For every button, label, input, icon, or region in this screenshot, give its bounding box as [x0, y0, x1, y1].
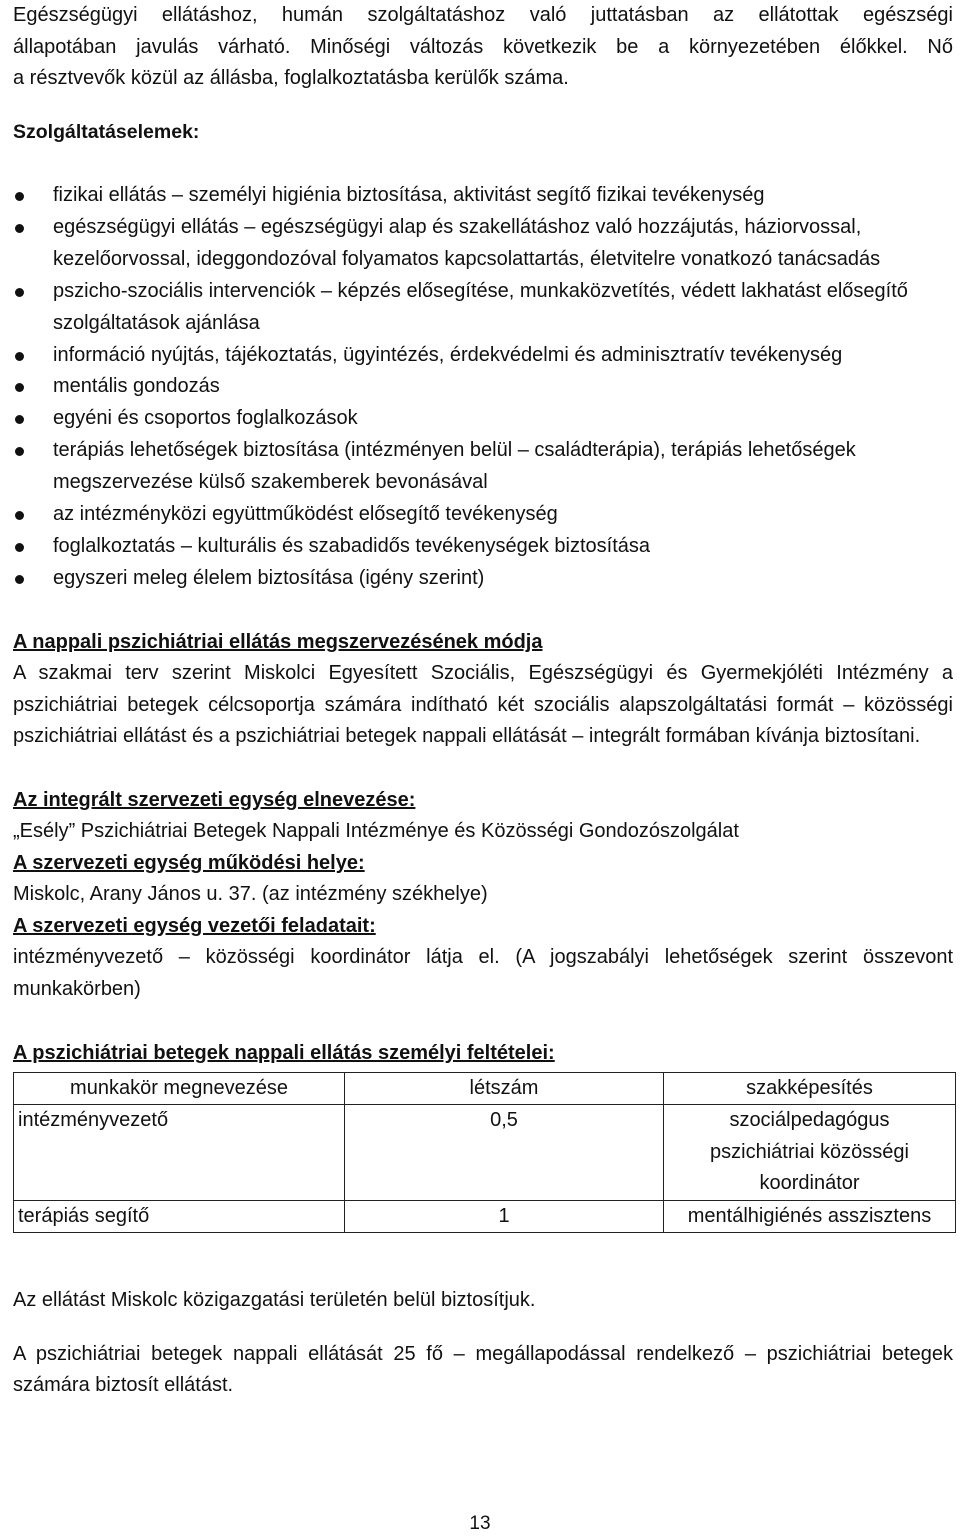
table-row — [14, 1105, 956, 1201]
table-cell-role: intézményvezető — [14, 1105, 345, 1201]
list-item — [13, 435, 953, 499]
services-list — [13, 180, 953, 595]
list-item-text: információ nyújtás, tájékoztatás, ügyintézés, érdekvédelmi és adminisztratív tevékenység — [53, 343, 843, 366]
organization-title: A nappali pszichiátriai ellátás megszervezésének módja — [13, 630, 543, 653]
bullet-icon — [15, 192, 24, 201]
intro-line: Egészségügyi ellátáshoz, humán szolgáltatáshoz való juttatásban az ellátottak egészségi — [13, 4, 953, 26]
list-item — [13, 403, 953, 435]
list-item — [13, 499, 953, 531]
table-row — [14, 1200, 956, 1233]
table-cell-count: 0,5 — [345, 1105, 664, 1201]
table-header-cell: létszám — [345, 1072, 664, 1105]
document-page — [13, 0, 953, 1402]
list-item-text: pszicho-szociális intervenciók – képzés elősegítése, munkaközvetítés, védett lakhatást elősegítő szolgáltatások ajánlása — [53, 279, 908, 334]
list-item-text: foglalkoztatás – kulturális és szabadidős tevékenységek biztosítása — [53, 534, 651, 557]
closing-capacity: A pszichiátriai betegek nappali ellátását 25 fő – megállapodással rendelkező – pszichiátriai betegek számára biztosít ellátást. — [13, 1342, 953, 1397]
unit-location-title: A szervezeti egység működési helye: — [13, 851, 365, 874]
bullet-icon — [15, 352, 24, 361]
intro-line: állapotában javulás várható. Minőségi változás következik be a környezetében élőkkel. Nő — [13, 35, 953, 58]
services-heading: Szolgáltatáselemek: — [13, 120, 200, 143]
table-cell-qualification — [664, 1200, 956, 1233]
table-header-row — [14, 1072, 956, 1105]
list-item — [13, 371, 953, 403]
unit-location: Miskolc, Arany János u. 37. (az intézmény székhelye) — [13, 883, 488, 906]
unit-leader-title: A szervezeti egység vezetői feladatait: — [13, 914, 376, 937]
page-number: 13 — [469, 1513, 491, 1534]
qualification-line: szociálpedagógus — [729, 1109, 890, 1132]
bullet-icon — [15, 543, 24, 552]
table-header-cell: szakképesítés — [664, 1072, 956, 1105]
table-cell-count: 1 — [345, 1200, 664, 1233]
qualification-line: koordinátor — [759, 1172, 860, 1195]
unit-name: „Esély” Pszichiátriai Betegek Nappali Intézménye és Közösségi Gondozószolgálat — [13, 820, 739, 843]
bullet-icon — [15, 288, 24, 297]
staff-table — [13, 1072, 956, 1234]
bullet-icon — [15, 383, 24, 392]
staff-title: A pszichiátriai betegek nappali ellátás személyi feltételei: — [13, 1042, 555, 1065]
list-item — [13, 531, 953, 563]
intro-paragraph — [13, 0, 953, 95]
bullet-icon — [15, 511, 24, 520]
list-item-text: egyéni és csoportos foglalkozások — [53, 407, 358, 430]
unit-name-title: Az integrált szervezeti egység elnevezése: — [13, 788, 416, 811]
list-item-text: fizikai ellátás – személyi higiénia biztosítása, aktivitást segítő fizikai tevékenység — [53, 184, 765, 206]
organization-text: A szakmai terv szerint Miskolci Egyesített Szociális, Egészségügyi és Gyermekjóléti Intézmény a pszichiátriai betegek célcsoportja számára indítható két szociális alapszolgáltatási formát – közösségi pszichiátriai ellátást és a pszichiátriai betegek nappali ellátását – integrált formában kívánja biztosítani. — [13, 662, 953, 748]
qualification-line: pszichiátriai közösségi — [710, 1140, 909, 1163]
table-header-cell: munkakör megnevezése — [14, 1072, 345, 1105]
table-cell-qualification — [664, 1105, 956, 1201]
list-item-text: terápiás lehetőségek biztosítása (intézményen belül – családterápia), terápiás lehetőségek megszervezése külső szakemberek bevonásával — [53, 439, 856, 494]
bullet-icon — [15, 415, 24, 424]
bullet-icon — [15, 224, 24, 233]
list-item-text: egészségügyi ellátás – egészségügyi alap és szakellátáshoz való hozzájutás, háziorvossal, kezelőorvossal, ideggondozóval folyamatos kapcsolattartás, életvitelre vonatkozó tanácsadás — [53, 215, 881, 270]
list-item — [13, 340, 953, 372]
list-item-text: egyszeri meleg élelem biztosítása (igény szerint) — [53, 566, 485, 589]
list-item-text: mentális gondozás — [53, 375, 220, 398]
closing-area: Az ellátást Miskolc közigazgatási területén belül biztosítjuk. — [13, 1289, 536, 1312]
bullet-icon — [15, 447, 24, 456]
bullet-icon — [15, 575, 24, 584]
list-item-text: az intézményközi együttműködést elősegítő tevékenység — [53, 503, 558, 526]
intro-line: a résztvevők közül az állásba, foglalkoztatásba kerülők száma. — [13, 67, 569, 89]
unit-leader-text: intézményvezető – közösségi koordinátor látja el. (A jogszabályi lehetőségek szerint összevont munkakörben) — [13, 946, 953, 1000]
qualification-line: mentálhigiénés asszisztens — [687, 1204, 932, 1227]
list-item — [13, 212, 953, 276]
list-item — [13, 563, 953, 595]
list-item — [13, 180, 953, 212]
table-cell-role: terápiás segítő — [14, 1200, 345, 1233]
list-item — [13, 276, 953, 340]
